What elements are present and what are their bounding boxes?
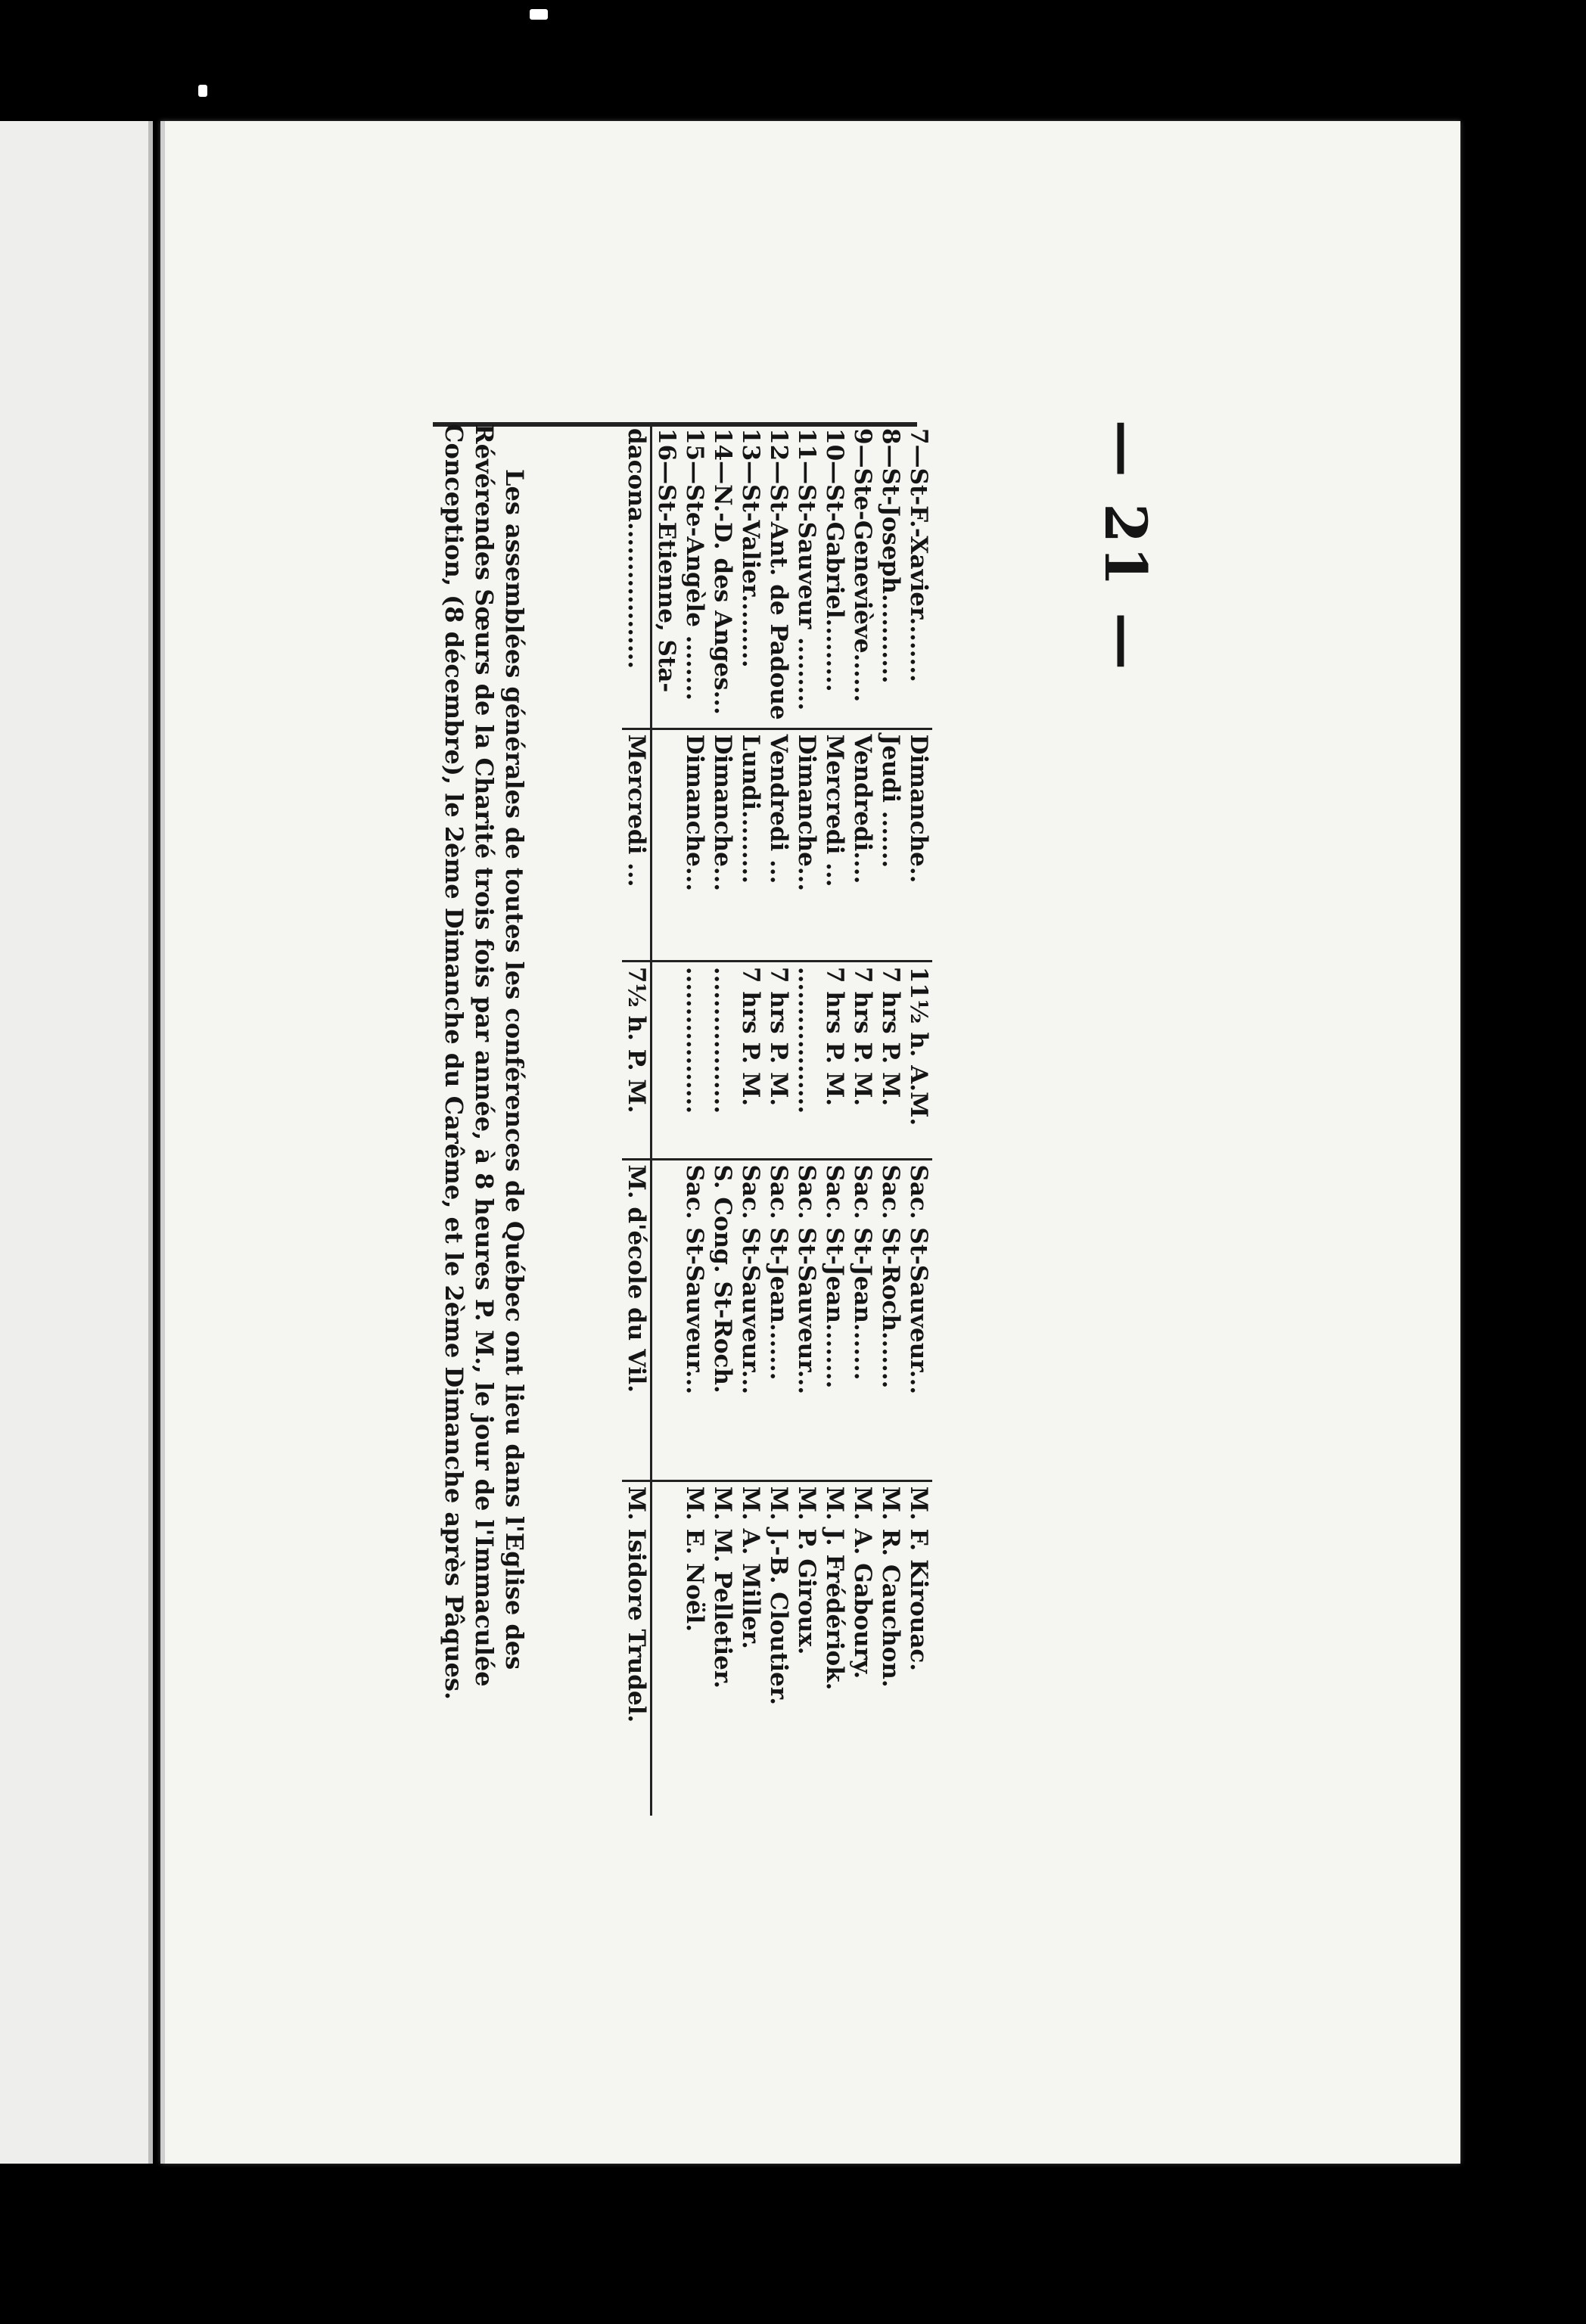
table-row [652,424,681,1816]
cell-time: 7 hrs P. M. [820,961,848,1159]
cell-time: 7 hrs P. M. [848,961,876,1159]
cell-priest: M. J.-B. Cloutier. [764,1480,792,1816]
cell-parish: 12—St-Ant. de Padoue [765,428,792,720]
cell-day: Dimanche... [680,729,708,961]
cell-day: Vendredi.... [848,729,876,961]
table-row [680,424,708,1816]
adjacent-page-edge [0,121,153,2164]
cell-day: Lundi......... [736,729,764,961]
conference-schedule-table [622,424,932,1816]
cell-place: Sac. St-Jean....... [764,1159,792,1480]
cell-parish: 11—St-Sauveur ......... [793,428,820,711]
cell-day: Dimanche.. [904,729,932,961]
cell-time: .................. [680,961,708,1159]
cell-parish: 10—St-Gabriel......... [821,428,848,692]
cell-priest: M. R. Cauchon. [876,1480,904,1816]
cell-priest: M. A. Miller. [736,1480,764,1816]
table-row [876,424,904,1816]
cell-place: S. Cong. St-Roch. [708,1159,736,1480]
cell-place: Sac. St-Sauveur... [736,1159,764,1480]
cell-place: Sac. St-Jean....... [848,1159,876,1480]
cell-day: Dimanche... [708,729,736,961]
cell-day: Mercredi ... [820,729,848,961]
table-row [820,424,848,1816]
cell-place: Sac. St-Sauveur... [904,1159,932,1480]
rotated-page-content [418,419,1159,1816]
table-row [904,424,932,1816]
cell-parish: 15—Ste-Angèle ........ [681,428,708,701]
table-row [622,424,652,1816]
cell-place: M. d'école du Vil. [622,1159,652,1480]
cell-time: 7 hrs P. M. [736,961,764,1159]
cell-day [652,729,681,961]
cell-time: .................. [708,961,736,1159]
cell-parish: 7—St-F.-Xavier........ [905,428,932,682]
cell-time: 7½ h. P. M. [622,961,652,1159]
table-row [736,424,764,1816]
cell-priest: M. E. Noël. [680,1480,708,1816]
cell-time: 7 hrs P. M. [876,961,904,1159]
cell-priest: M. A. Gaboury. [848,1480,876,1816]
cell-priest: M. F. Kirouac. [904,1480,932,1816]
cell-parish: dacona.................. [622,424,652,729]
film-speck [198,85,207,97]
cell-day: Mercredi ... [622,729,652,961]
cell-time: 7 hrs P. M. [764,961,792,1159]
table-row [764,424,792,1816]
cell-parish: 9—Ste-Geneviève...... [849,428,876,703]
cell-priest: M. J. Frédériok. [820,1480,848,1816]
cell-day: Vendredi ... [764,729,792,961]
cell-day: Dimanche... [792,729,820,961]
table-row [792,424,820,1816]
cell-place [652,1159,681,1480]
cell-priest: M. P. Giroux. [792,1480,820,1816]
cell-time: .................. [792,961,820,1159]
cell-place: Sac. St-Roch....... [876,1159,904,1480]
film-speck [530,9,548,20]
cell-priest [652,1480,681,1816]
general-assemblies-notice: Les assemblées générales de toutes les conférences de Québec ont lieu dans l'Eglise des Révérendes Sœurs de la Charité trois fois par année, à 8 heures P. M., le jour de l'Immaculée Conception, (8 décembre), le 2ème Dimanche du Carême, et le 2ème Dimanche après Pâques. [440,424,529,1700]
schedule-rows [622,424,932,1816]
cell-time [652,961,681,1159]
cell-place: Sac. St-Sauveur... [792,1159,820,1480]
table-row [848,424,876,1816]
cell-priest: M. Isidore Trudel. [622,1480,652,1816]
cell-parish: 16—St-Etienne, Sta- [653,428,680,693]
page-number: — 21 — [1092,419,1159,673]
cell-priest: M. M. Pelletier. [708,1480,736,1816]
table-row [708,424,736,1816]
cell-day: Jeudi ....... [876,729,904,961]
cell-parish: 13—St-Valier......... [737,428,764,668]
cell-time: 11½ h. A.M. [904,961,932,1159]
cell-parish: 8—St-Joseph........... [877,428,904,684]
cell-place: Sac. St-Jean........ [820,1159,848,1480]
cell-place: Sac. St-Sauveur... [680,1159,708,1480]
cell-parish: 14—N.-D. des Anges... [709,428,736,715]
